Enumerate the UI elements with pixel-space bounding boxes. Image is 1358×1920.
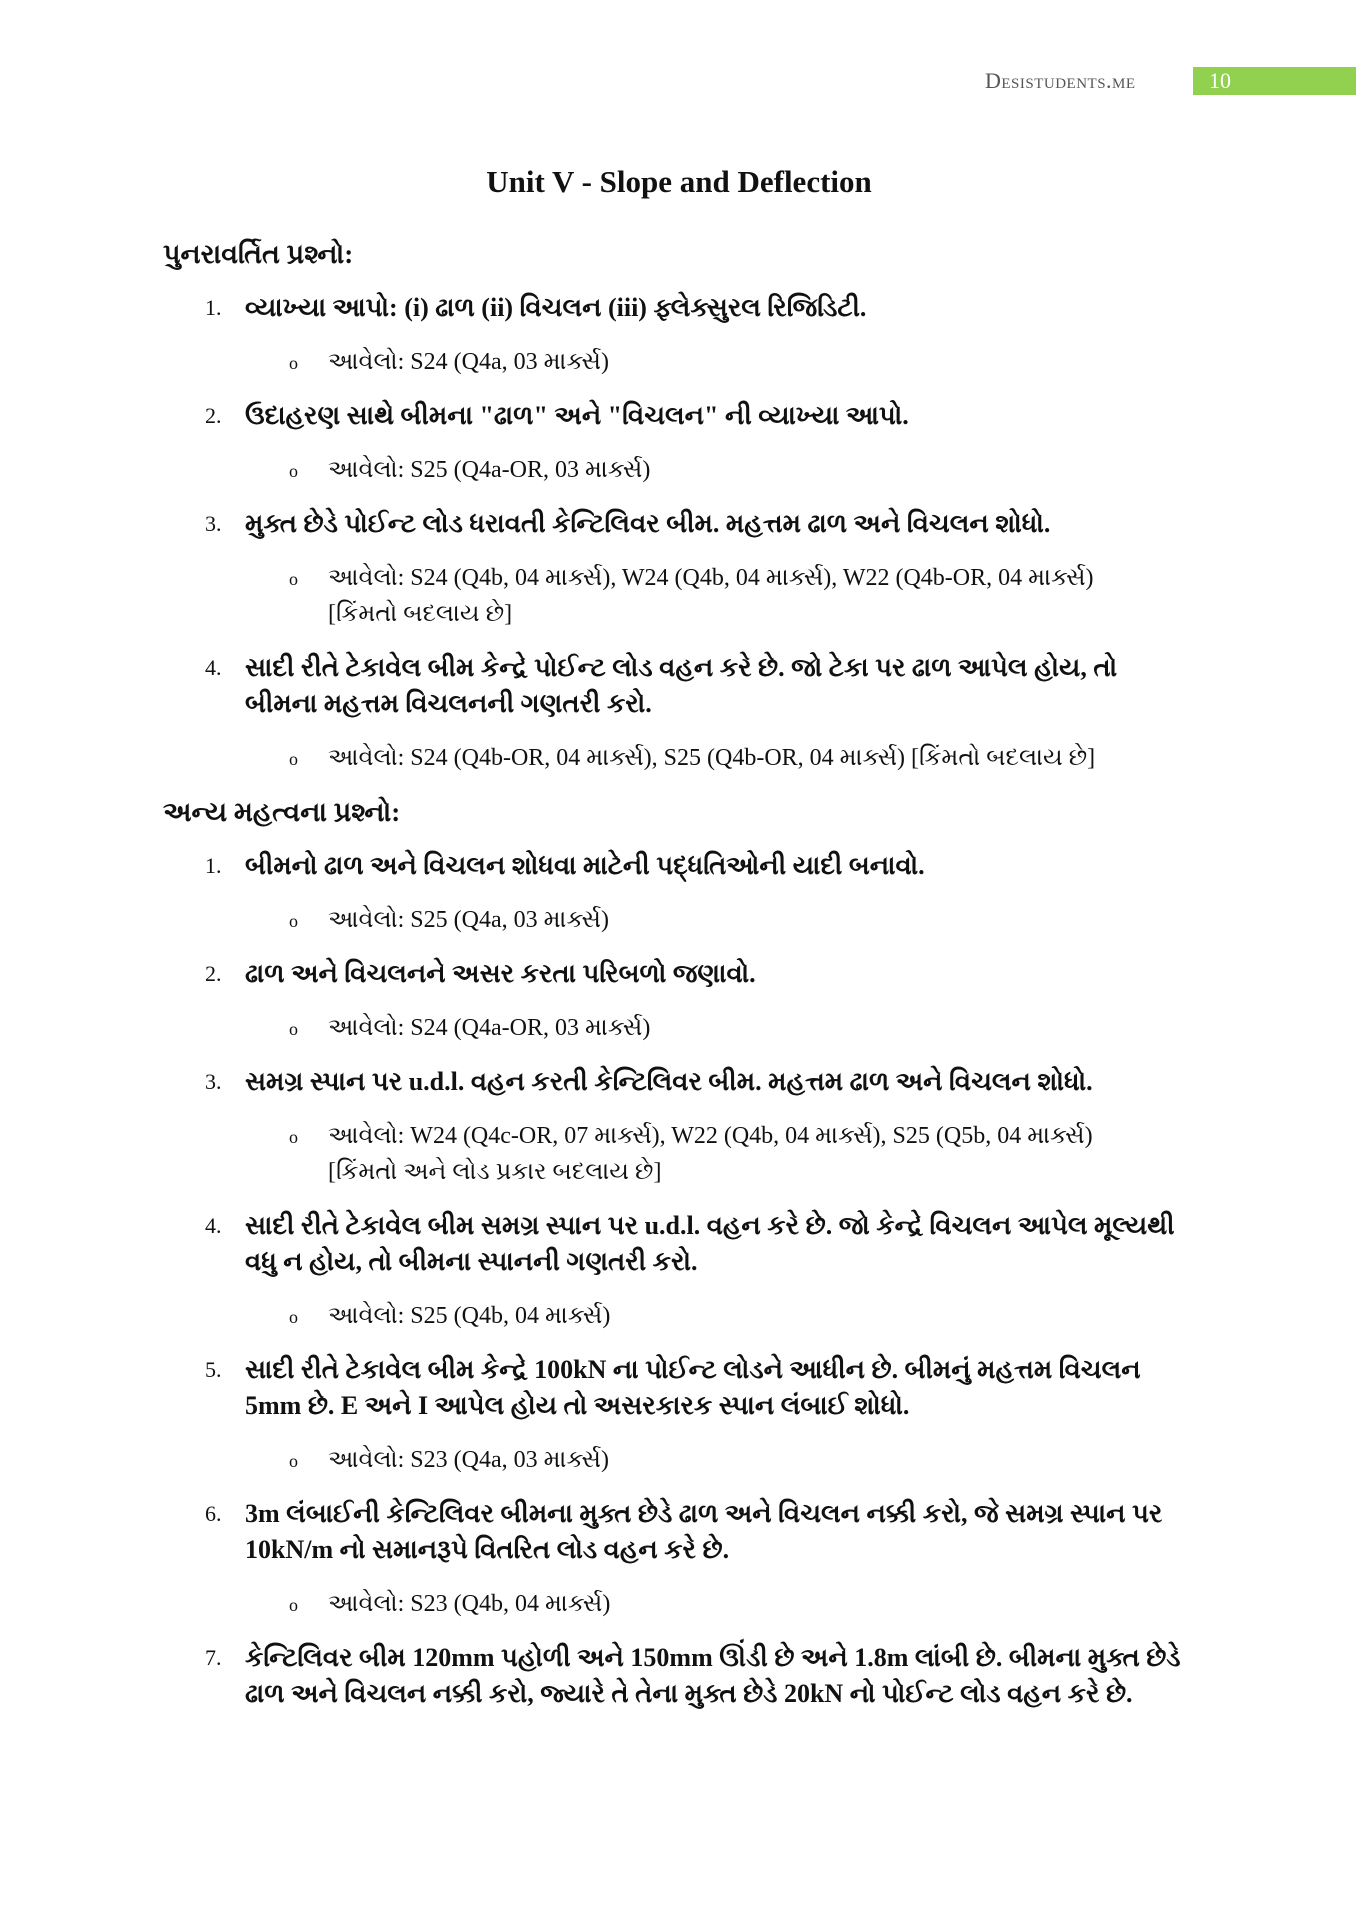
source-note: [163, 560, 1313, 632]
question-text: વધુ ન હોય, તો બીમના સ્પાનની ગણતરી કરો.: [245, 1247, 698, 1276]
source-note: [163, 1298, 1313, 1334]
question-number: 7.: [205, 1645, 222, 1670]
question-text: 3m લંબાઈની કેન્ટિલિવર બીમના મુક્ત છેડે ઢાળ અને વિચલન નક્કી કરો, જે સમગ્ર સ્પાન પર: [245, 1499, 1163, 1528]
source-note: [163, 344, 1313, 380]
source-text: આવેલો: S25 (Q4b, 04 માર્ક્સ): [328, 1303, 611, 1329]
question-text: 5mm છે. E અને I આપેલ હોય તો અસરકારક સ્પાન લંબાઈ શોધો.: [245, 1391, 910, 1420]
source-note: [163, 902, 1313, 938]
source-text: [કિંમતો બદલાય છે]: [328, 601, 513, 627]
question-text: મુક્ત છેડે પોઈન્ટ લોડ ધરાવતી કેન્ટિલિવર બીમ. મહત્તમ ઢાળ અને વિચલન શોધો.: [245, 509, 1051, 538]
question-number: 4.: [205, 655, 222, 680]
question-text: વ્યાખ્યા આપો: (i) ઢાળ (ii) વિચલન (iii) ફ્લેક્સુરલ રિજિડિટી.: [245, 293, 867, 322]
question-text: બીમના મહત્તમ વિચલનની ગણતરી કરો.: [245, 689, 652, 718]
question-text: સાદી રીતે ટેકાવેલ બીમ સમગ્ર સ્પાન પર u.d.l. વહન કરે છે. જો કેન્દ્રે વિચલન આપેલ મૂલ્યથી: [245, 1211, 1175, 1240]
question-item: [163, 398, 1313, 434]
source-text: આવેલો: S24 (Q4a, 03 માર્ક્સ): [328, 349, 609, 375]
source-text: આવેલો: S23 (Q4a, 03 માર્ક્સ): [328, 1447, 609, 1473]
source-note: [163, 1010, 1313, 1046]
source-text: આવેલો: S24 (Q4b-OR, 04 માર્ક્સ), S25 (Q4b-OR, 04 માર્ક્સ) [કિંમતો બદલાય છે]: [328, 745, 1096, 771]
question-number: 2.: [205, 403, 222, 428]
section-heading: પુનરાવર્તિત પ્રશ્નો:: [163, 239, 354, 269]
source-note: [163, 1442, 1313, 1478]
question-number: 3.: [205, 1069, 222, 1094]
bullet-circle-icon: o: [289, 1019, 298, 1039]
bullet-circle-icon: o: [289, 461, 298, 481]
question-item: [163, 848, 1313, 884]
question-item: [163, 290, 1313, 326]
question-number: 5.: [205, 1357, 222, 1382]
question-item: [163, 1496, 1313, 1568]
source-note: [163, 452, 1313, 488]
question-text: સાદી રીતે ટેકાવેલ બીમ કેન્દ્રે 100kN ના પોઈન્ટ લોડને આધીન છે. બીમનું મહત્તમ વિચલન: [245, 1355, 1141, 1384]
source-text: આવેલો: S25 (Q4a, 03 માર્ક્સ): [328, 907, 609, 933]
question-text: સમગ્ર સ્પાન પર u.d.l. વહન કરતી કેન્ટિલિવર બીમ. મહત્તમ ઢાળ અને વિચલન શોધો.: [245, 1067, 1093, 1096]
question-text: ઢાળ અને વિચલન નક્કી કરો, જ્યારે તે તેના મુક્ત છેડે 20kN નો પોઈન્ટ લોડ વહન કરે છે.: [245, 1679, 1133, 1708]
question-item: [163, 1352, 1313, 1424]
question-text: કેન્ટિલિવર બીમ 120mm પહોળી અને 150mm ઊંડી છે અને 1.8m લાંબી છે. બીમના મુક્ત છેડે: [245, 1643, 1181, 1672]
bullet-circle-icon: o: [289, 1595, 298, 1615]
bullet-circle-icon: o: [289, 1307, 298, 1327]
question-number: 2.: [205, 961, 222, 986]
question-number: 1.: [205, 853, 222, 878]
bullet-circle-icon: o: [289, 1451, 298, 1471]
question-number: 6.: [205, 1501, 222, 1526]
section-heading: અન્ય મહત્વના પ્રશ્નો:: [163, 797, 401, 827]
source-text: આવેલો: S24 (Q4b, 04 માર્ક્સ), W24 (Q4b, 04 માર્ક્સ), W22 (Q4b-OR, 04 માર્ક્સ): [328, 565, 1094, 591]
question-number: 1.: [205, 295, 222, 320]
question-item: [163, 506, 1313, 542]
question-item: [163, 956, 1313, 992]
source-text: આવેલો: S23 (Q4b, 04 માર્ક્સ): [328, 1591, 611, 1617]
question-item: [163, 1640, 1313, 1712]
document-body: [163, 236, 1313, 1730]
question-text: સાદી રીતે ટેકાવેલ બીમ કેન્દ્રે પોઈન્ટ લોડ વહન કરે છે. જો ટેકા પર ઢાળ આપેલ હોય, તો: [245, 653, 1118, 682]
question-item: [163, 650, 1313, 722]
question-item: [163, 1064, 1313, 1100]
question-text: ઉદાહરણ સાથે બીમના "ઢાળ" અને "વિચલન" ની વ્યાખ્યા આપો.: [245, 401, 909, 430]
source-text: આવેલો: W24 (Q4c-OR, 07 માર્ક્સ), W22 (Q4b, 04 માર્ક્સ), S25 (Q5b, 04 માર્ક્સ): [328, 1123, 1093, 1149]
source-text: આવેલો: S24 (Q4a-OR, 03 માર્ક્સ): [328, 1015, 651, 1041]
page-title: Unit V - Slope and Deflection: [486, 164, 872, 199]
question-text: 10kN/m નો સમાનરૂપે વિતરિત લોડ વહન કરે છે.: [245, 1535, 730, 1564]
bullet-circle-icon: o: [289, 911, 298, 931]
bullet-circle-icon: o: [289, 353, 298, 373]
question-number: 3.: [205, 511, 222, 536]
question-number: 4.: [205, 1213, 222, 1238]
question-text: બીમનો ઢાળ અને વિચલન શોધવા માટેની પદ્ધતિઓની યાદી બનાવો.: [245, 851, 925, 880]
site-name: Desistudents.me: [985, 68, 1136, 93]
bullet-circle-icon: o: [289, 1127, 298, 1147]
bullet-circle-icon: o: [289, 749, 298, 769]
question-item: [163, 1208, 1313, 1280]
source-text: [કિંમતો અને લોડ પ્રકાર બદલાય છે]: [328, 1159, 662, 1185]
question-text: ઢાળ અને વિચલનને અસર કરતા પરિબળો જણાવો.: [245, 959, 756, 988]
source-note: [163, 740, 1313, 776]
source-note: [163, 1118, 1313, 1190]
source-text: આવેલો: S25 (Q4a-OR, 03 માર્ક્સ): [328, 457, 651, 483]
page-number: 10: [1193, 67, 1356, 95]
bullet-circle-icon: o: [289, 569, 298, 589]
source-note: [163, 1586, 1313, 1622]
